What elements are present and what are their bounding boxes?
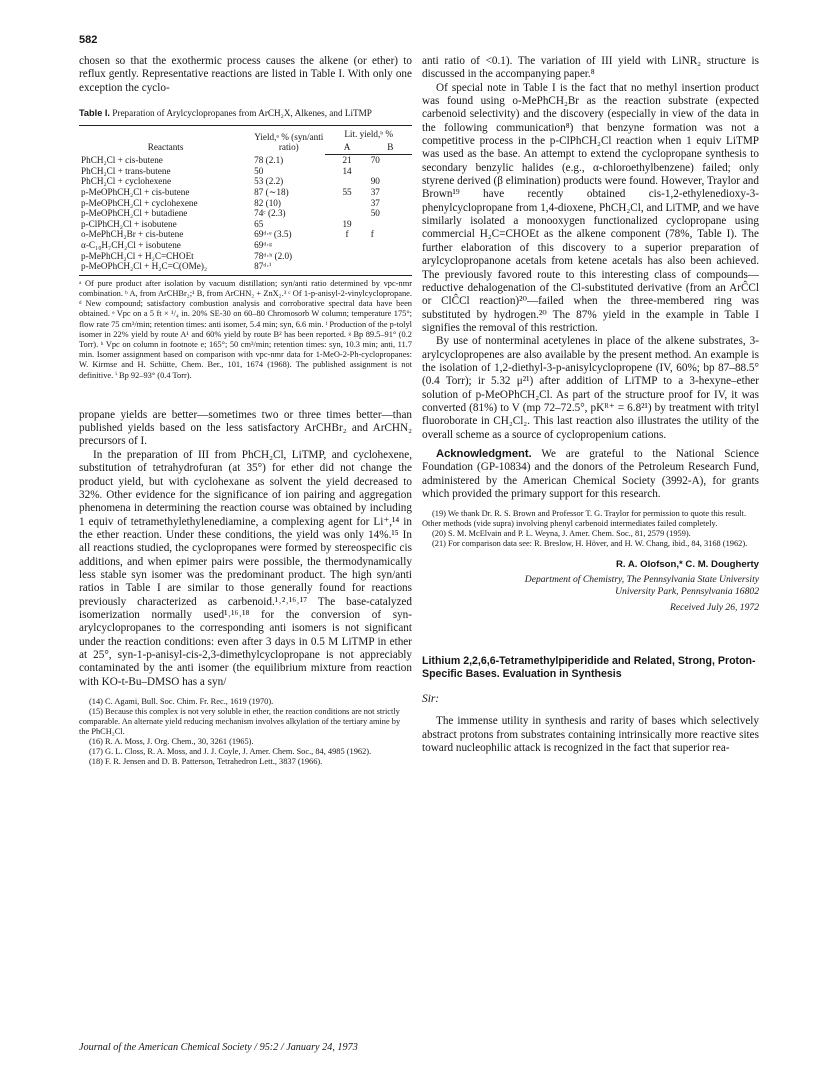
table-cell-b: 50 — [370, 208, 380, 219]
table-cell-yield: 78ᵈ·ʰ (2.0) — [254, 250, 293, 261]
table-cell-reactants: o-MePhCH₂Br + cis-butene — [81, 229, 184, 240]
table-cell-reactants: PhCH₂Cl + trans-butene — [81, 165, 171, 176]
table-cell-b — [369, 166, 412, 177]
right-paragraph-2: Of special note in Table I is the fact that no methyl insertion product was found using o-MePhCH₂Br as the reaction substrate (expected carbenoid selectivity) and the discovery (especially in view of the data in the following communication⁸) that benzyne formation was not a competitive process in the p-ClPhCH₂Cl reaction when 1 equiv LiTMP was used as the base. An attempt to extend the cyclopropane synthesis to secondary benzylic halides (e.g., α-chloroethylbenzene) failed; only styrene derived (β elimination) products were found. However, Traylor and Brown¹⁹ have recently obtained cis-1,2-ethylenedioxy-3-phenylcyclopropane from 1,4-dioxene, PhCH₂Cl, and LiTMP, and we have similarly isolated a monooxygen functionalized cyclopropane using commercial H₂C=CHOEt as the alkene component (78%, Table I). The further elaboration of this discovery to a superior preparation of arylcyclopropanone acetals from ketene acetals has also been achieved. The previously favored route to this interesting class of compounds—reductive dehalogenation of the Cl-substituted derivative (from an ArĈCl or ClĈCl reaction)²⁰—failed when the three-membered ring was substituted by hydrogen.²⁰ The 87% yield in the example in Table I signifies the removal of this restriction. — [422, 81, 759, 334]
table-cell-a — [325, 176, 368, 187]
table-cell-a: 19 — [342, 218, 352, 229]
table-row — [79, 166, 412, 177]
table-caption-label: Table I. — [79, 108, 110, 119]
journal-footer: Journal of the American Chemical Society / 95:2 / January 24, 1973 — [79, 1042, 358, 1053]
table-cell-a: 14 — [342, 165, 352, 176]
table-row — [79, 251, 412, 262]
acknowledgment-heading: Acknowledgment. — [436, 447, 532, 460]
table-cell-a — [325, 251, 368, 262]
table-cell-a: f — [345, 229, 349, 240]
table-row — [79, 219, 412, 230]
table-footnote-text: ᵃ Of pure product after isolation by vacuum distillation; syn/anti ratio determined by vpc-nmr combination. ᵇ A, from ArCHBr₂;¹ B, from ArCHN₂ + ZnX₂.³ ᶜ Of 1-p-anisyl-2-vinylcyclopropane. ᵈ New compound; satisfactory combustion analysis and corroborative spectral data have been obtained. ᵉ Vpc on a 5 ft × ¹/₄ in. 20% SE-30 on 60–80 Chromosorb W column; temperature 175°; flow rate 75 cm³/min; retention times: anti isomer, 5.4 min; syn, 6.6 min. ᶠ Production of the p-tolyl isomer in 22% yield by route A¹ and 60% yield by route B² has been reported. ᵍ Bp 89.5–91° (0.2 Torr). ʰ Vpc on column in footnote e; 165°; 50 cm³/min; retention times: syn, 10.3 min; anti, 11.7 min. Isomer assignment based on comparison with vpc-nmr data for 1-MeO-2-Ph-cyclopropanes: W. Kirmse and H. Schütte, Chem. Ber., 101, 1674 (1968). The published assignment is not definitive. ⁱ Bp 92–93° (0.4 Torr). — [79, 278, 412, 380]
table-cell-yield: 82 (10) — [254, 197, 281, 208]
table-cell-b — [369, 219, 412, 230]
right-column — [422, 55, 759, 755]
table-cell-b — [369, 240, 412, 251]
reference-15: (15) Because this complex is not very soluble in ether, the reaction conditions are not strictly comparable. An alternate yield reducing mechanism involves alkylation of the tertiary amine by the PhCH₂Cl. — [79, 707, 401, 736]
reference-16: (16) R. A. Moss, J. Org. Chem., 30, 3261 (1965). — [89, 737, 254, 746]
table-cell-yield: 69ᵈ·ᵍ — [254, 239, 273, 250]
table-cell-reactants: PhCH₂Cl + cyclohexene — [81, 176, 172, 187]
reference-21: (21) For comparison data see: R. Breslow, H. Höver, and H. W. Chang, ibid., 84, 3168 (1962). — [432, 539, 748, 549]
salutation: Sir: — [422, 693, 440, 706]
reference-18: (18) F. R. Jensen and D. B. Patterson, Tetrahedron Lett., 3837 (1966). — [89, 757, 323, 766]
header-col-a: A — [325, 142, 368, 155]
reference-14: (14) C. Agami, Bull. Soc. Chim. Fr. Rec., 1619 (1970). — [89, 697, 274, 706]
table-cell-a — [325, 208, 368, 219]
new-article-paragraph: The immense utility in synthesis and rarity of bases which selectively abstract protons from substrates containing intrinsically more reactive sites toward nucleophilic attack is recognized in the fact that superior rea- — [422, 715, 759, 755]
header-lit-yield: Lit. yield,ᵇ % — [325, 126, 412, 142]
table-footnotes — [79, 279, 412, 381]
table-cell-b: 37 — [370, 187, 380, 197]
table-cell-yield: 50 — [254, 165, 264, 176]
table-cell-a: 55 — [342, 187, 352, 197]
table-cell-yield: 78 (2.1) — [254, 154, 284, 165]
table-cell-reactants: p-ClPhCH₂Cl + isobutene — [81, 218, 177, 229]
table-cell-yield: 53 (2.2) — [254, 176, 284, 187]
table-cell-a — [325, 261, 368, 275]
right-paragraph-1: anti ratio of <0.1). The variation of III yield with LiNR₂ structure is discussed in the accompanying paper.⁸ — [422, 55, 759, 81]
table-cell-yield: 87ᵈ·ⁱ — [252, 261, 325, 275]
table-cell-reactants: p-MeOPhCH₂Cl + cis-butene — [81, 187, 190, 197]
table-cell-reactants: α-C₁₀H₇CH₂Cl + isobutene — [81, 239, 181, 250]
table-cell-a: 21 — [342, 155, 352, 166]
table-1 — [79, 125, 412, 276]
table-row — [79, 261, 412, 275]
right-references — [422, 509, 759, 549]
table-cell-a — [325, 198, 368, 209]
table-cell-reactants: p-MeOPhCH₂Cl + H₂C=C(OMe)₂ — [79, 261, 252, 275]
table-cell-b: 90 — [370, 176, 380, 187]
left-references — [79, 697, 412, 767]
new-article-title: Lithium 2,2,6,6-Tetramethylpiperidide and Related, Strong, Proton-Specific Bases. Evaluation in Synthesis — [422, 655, 756, 681]
table-cell-b — [369, 261, 412, 275]
table-row — [79, 187, 412, 198]
table-cell-yield: 65 — [254, 218, 264, 229]
acknowledgment-text: We are grateful to the National Science Foundation (GP-10834) and the donors of the Petroleum Research Fund, administered by the American Chemical Society (3992-A), for grants which provided the primary support for this research. — [422, 447, 759, 500]
header-col-b: B — [369, 142, 412, 155]
affiliation-department: Department of Chemistry, The Pennsylvania State University — [524, 574, 759, 586]
table-body — [79, 155, 412, 276]
table-row — [79, 198, 412, 209]
table-row — [79, 176, 412, 187]
table-cell-b — [369, 251, 412, 262]
header-reactants: Reactants — [79, 126, 252, 155]
affiliation-location: University Park, Pennsylvania 16802 — [615, 586, 759, 598]
table-row — [79, 240, 412, 251]
reference-17: (17) G. L. Closs, R. A. Moss, and J. J. Coyle, J. Amer. Chem. Soc., 84, 4985 (1962). — [89, 747, 372, 756]
left-paragraph-1: chosen so that the exothermic process causes the alkene (or ether) to reflux gently. Representative reactions are listed in Table I. With only one exception the cyclo- — [79, 55, 412, 94]
table-row — [79, 155, 412, 166]
page-number: 582 — [79, 34, 98, 46]
table-cell-reactants: p-MeOPhCH₂Cl + butadiene — [81, 208, 188, 219]
table-cell-b: 37 — [370, 197, 380, 208]
table-cell-yield: 87 (∼18) — [254, 187, 289, 197]
table-row — [79, 229, 412, 240]
received-date: Received July 26, 1972 — [670, 602, 759, 614]
table-cell-a — [325, 240, 368, 251]
authors: R. A. Olofson,* C. M. Dougherty — [615, 559, 759, 571]
table-row — [79, 208, 412, 219]
right-paragraph-3: By use of nonterminal acetylenes in place of the alkene substrates, 3-arylcyclopropenes are also available by the present method. An example is the isolation of 1,2-diethyl-3-p-anisylcyclopropene (IV, 60%; bp 87–88.5° (0.4 Torr); ir 5.32 μ²¹) after addition of LiTMP to a 3-hexyne–ether solution of p-MeOPhCH₂Cl. As part of the structure proof for IV, it was converted (81%) to V (mp 72–72.5°, pKᴿ⁺ = 6.8²¹) by treatment with trityl fluoroborate in CH₂Cl₂. This last reaction also illustrates the utility of the overall scheme as a source of cyclopropenium cations. — [422, 335, 759, 441]
table-cell-yield: 69ᵈ·ᵉ (3.5) — [254, 229, 292, 240]
table-cell-b: f — [370, 229, 374, 240]
acknowledgment — [422, 448, 759, 501]
table-cell-reactants: p-MeOPhCH₂Cl + cyclohexene — [81, 197, 198, 208]
reference-19: (19) We thank Dr. R. S. Brown and Professor T. G. Traylor for permission to quote this result. Other methods (vide supra) involving phenyl carbenoid intermediates failed completely. — [422, 509, 747, 529]
table-cell-b: 70 — [370, 155, 380, 166]
table-cell-reactants: p-MePhCH₂Cl + H₂C=CHOEt — [81, 250, 194, 261]
table-caption-text: Preparation of Arylcyclopropanes from ArCH₂X, Alkenes, and LiTMP — [112, 108, 372, 119]
left-column — [79, 55, 412, 767]
table-cell-reactants: PhCH₂Cl + cis-butene — [81, 154, 163, 165]
left-paragraph-2: propane yields are better—sometimes two or three times better—than published yields based on the less satisfactory ArCHBr₂ and ArCHN₂ precursors of I. — [79, 408, 412, 448]
reference-20: (20) S. M. McElvain and P. L. Weyna, J. Amer. Chem. Soc., 81, 2579 (1959). — [432, 529, 691, 539]
table-caption — [79, 108, 412, 119]
table-cell-yield: 74ᶜ (2.3) — [254, 208, 286, 219]
header-yield: Yield,ᵃ % (syn/anti ratio) — [252, 126, 325, 155]
left-paragraph-3: In the preparation of III from PhCH₂Cl, LiTMP, and cyclohexene, substitution of tetrahydrofuran (at 35°) for ether did not change the product yield, but with cyclohexane as solvent the yield decreased to 32%. Other evidence for the significance of ion pairing and aggregation phenomena in determining the reaction course was obtained by including 1 equiv of tetramethylethylenediamine, a complexing agent for Li⁺,¹⁴ in the ether reaction. Under these conditions, the yield was only 14%.¹⁵ In all reactions studied, the cyclopropanes were formed by stereospecific cis additions, and when epimer pairs were possible, the thermodynamically less stable syn isomer was the predominant product. The high syn/anti ratios in Table I are similar to those generally found for reactions previously characterized as carbenoid.¹˒²˒¹⁶˒¹⁷ The base-catalyzed isomerization normally used¹˒¹⁶˒¹⁸ for the conversion of syn-arylcyclopropanes to the corresponding anti isomers is not significant under the reaction conditions: even after 3 days in 0.5 M LiTMP in ether at 25°, syn-1-p-anisyl-cis-2,3-dimethylcyclopropane is not appreciably contaminated by the anti isomer (the equilibrium mixture from reaction with KO-t-Bu–DMSO has a syn/ — [79, 448, 412, 688]
